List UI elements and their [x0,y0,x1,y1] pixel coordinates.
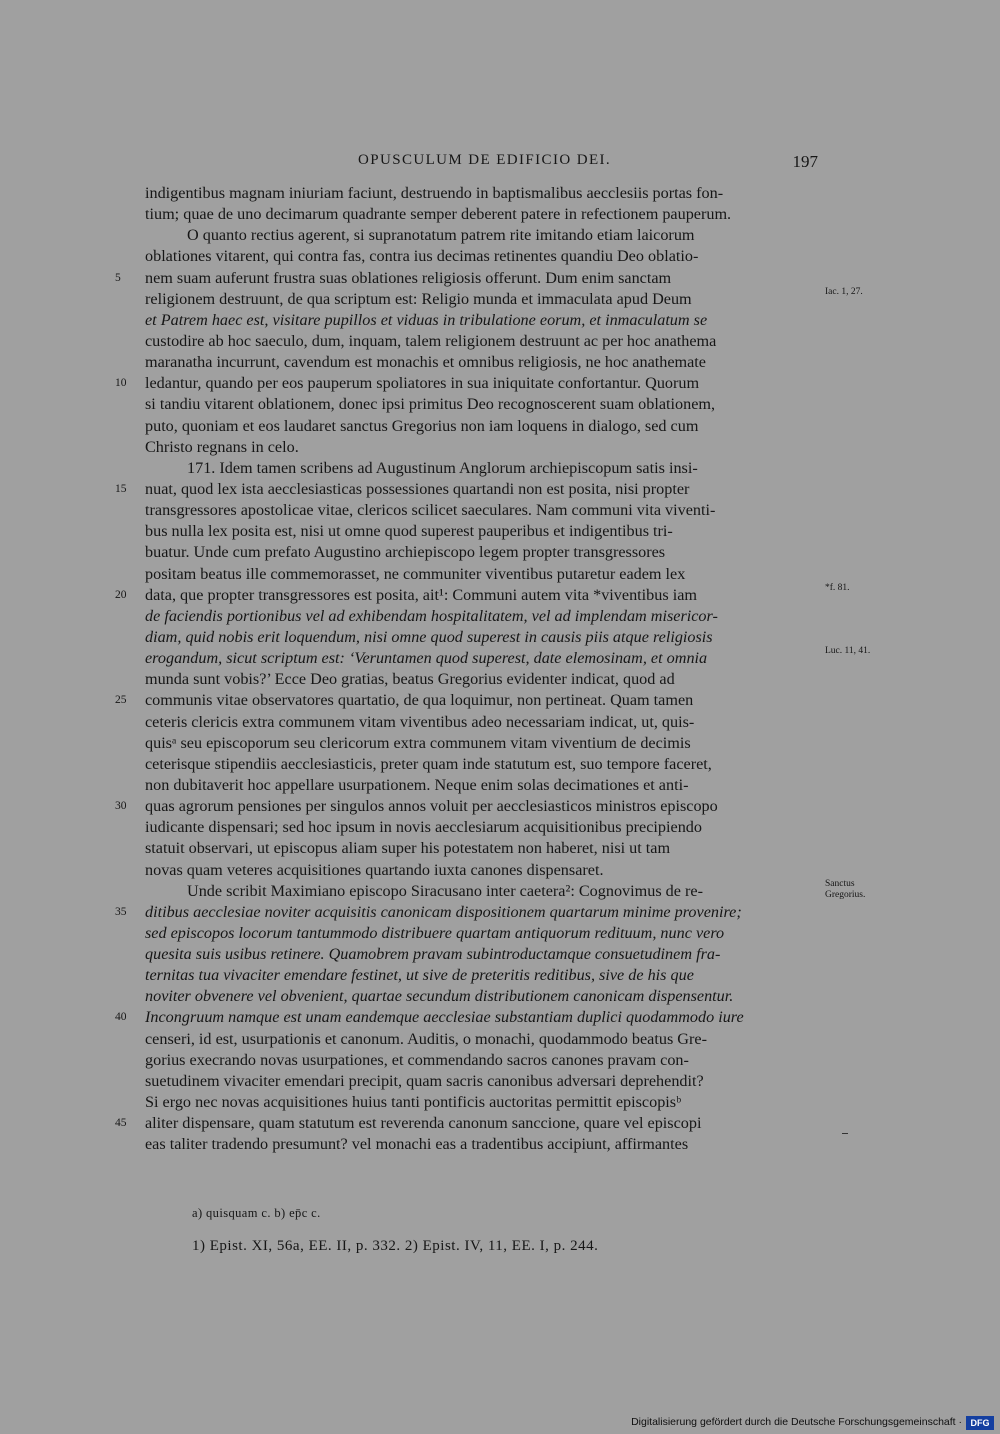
text-line [145,965,817,986]
text-line [145,500,817,521]
text-line [145,416,817,437]
text-line [145,1134,817,1155]
text-line [145,712,817,733]
line-number: 45 [115,1117,127,1130]
line-text: ceteris clericis extra communem vitam viventibus adeo necessariam indicat, ut, quis- [145,712,695,731]
line-text: custodire ab hoc saeculo, dum, inquam, talem religionem destruunt ac per hoc anathema [145,331,717,350]
line-text: non dubitaverit hoc appellare usurpationem. Neque enim solas decimationes et anti- [145,775,689,794]
line-number: 15 [115,482,127,495]
line-number: 25 [115,694,127,707]
text-line [145,860,817,881]
text-line [145,1050,817,1071]
line-text: statuit observari, ut episcopus aliam super his potestatem non haberet, nisi ut tam [145,839,671,858]
text-line [145,352,817,373]
line-text: suetudinem vivaciter emendari precipit, quam sacris canonibus adversari deprehendit? [145,1071,704,1090]
text-line [145,183,817,204]
text-line [115,582,850,606]
line-text: si tandiu vitarent oblationem, donec ipsi primitus Deo recognoscerent suam oblationem, [145,395,716,414]
text-line [115,1007,817,1028]
line-number: 20 [115,588,127,601]
line-text: novas quam veteres acquisitiones quartando iuxta canones dispensaret. [145,860,604,879]
line-text: diam, quid nobis erit loquendum, nisi omne quod superest in causis piis atque religiosis [145,627,713,646]
text-line [145,838,817,859]
text-line [145,986,817,1007]
text-line [145,204,817,225]
line-text: Si ergo nec novas acquisitiones huius tanti pontificis auctoritas permittit episcopisᵇ [145,1093,682,1112]
body-text [115,183,871,1155]
text-line [115,1113,817,1134]
line-text: sed episcopos locorum tantummodo distribuere quartam antiquorum redituum, nunc vero [145,923,725,942]
line-text: eas taliter tradendo presumunt? vel monachi eas a tradentibus accipiunt, affirmantes [145,1135,689,1154]
line-text: data, que propter transgressores est posita, ait¹: Communi autem vita *viventibus iam [145,585,697,604]
text-line [145,754,817,775]
line-text: bus nulla lex posita est, nisi ut omne quod superest pauperibus et indigentibus tri- [145,522,673,541]
line-text: ditibus aecclesiae noviter acquisitis canonicam dispositionem quartarum minime provenire; [145,902,742,921]
line-text: et Patrem haec est, visitare pupillos et viduas in tribulatione eorum, et inmaculatum se [145,310,708,329]
line-text: oblationes vitarent, qui contra fas, contra ius decimas retinentes quandiu Deo oblatio- [145,247,699,266]
text-line [115,902,817,923]
line-text: puto, quoniam et eos laudaret sanctus Gregorius non iam loquens in dialogo, sed cum [145,416,699,435]
line-number: 35 [115,905,127,918]
line-text: tium; quae de uno decimarum quadrante semper deberent patere in refectionem pauperum. [145,205,732,224]
margin-reference: *f. 81. [825,582,850,593]
text-line [145,733,817,754]
text-line [145,1092,817,1113]
line-number: 10 [115,377,127,390]
text-line [145,606,817,627]
line-number: 40 [115,1011,127,1024]
footnote-sources: 1) Epist. XI, 56a, EE. II, p. 332. 2) Epist. IV, 11, EE. I, p. 244. [192,1238,599,1254]
text-line [145,310,817,331]
line-text: communis vitae observatores quartatio, de qua loquimur, non pertineat. Quam tamen [145,691,694,710]
line-text: noviter obvenere vel obvenient, quartae secundum distributionem canonicam dispensentur. [145,987,734,1006]
text-line [145,437,817,458]
text-line [145,627,817,648]
text-line [145,923,817,944]
line-text: buatur. Unde cum prefato Augustino archiepiscopo legem propter transgressores [145,543,666,562]
line-text: ternitas tua vivaciter emendare festinet, ut sive de preteritis reditibus, sive de his que [145,966,694,985]
text-line [145,1071,817,1092]
line-text: indigentibus magnam iniuriam faciunt, destruendo in baptismalibus aecclesiis portas fon- [145,184,724,202]
margin-reference: Iac. 1, 27. [825,286,863,297]
text-line [145,225,817,246]
line-text: quesita suis usibus retinere. Quamobrem pravam subintroductamque consuetudinem fra- [145,945,721,964]
line-text: ceterisque stipendiis aecclesiasticis, preter quam inde statutum est, suo tempore faceret, [145,754,712,773]
line-text: nem suam auferunt frustra suas oblationes religiosis offerunt. Dum enim sanctam [145,268,672,287]
text-line [145,1029,817,1050]
line-text: religionem destruunt, de qua scriptum est: Religio munda et immaculata apud Deum [145,289,692,308]
line-number: 30 [115,800,127,813]
line-text: munda sunt vobis?’ Ecce Deo gratias, beatus Gregorius evidenter indicat, quod ad [145,670,675,689]
page-header [140,152,820,174]
text-line [145,817,817,838]
text-line [115,373,817,394]
margin-dash [842,1133,848,1134]
line-text: censeri, id est, usurpationis et canonum. Auditis, o monachi, quodammodo beatus Gre- [145,1029,707,1048]
margin-reference: Sanctus Gregorius. [825,878,866,900]
line-text: Unde scribit Maximiano episcopo Siracusano inter caetera²: Cognovimus de re- [187,881,703,900]
line-text: iudicante dispensari; sed hoc ipsum in novis aecclesiarum acquisitionibus precipiendo [145,818,702,837]
line-text: nuat, quod lex ista aecclesiasticas possessiones quartandi non est posita, nisi propter [145,479,690,498]
line-text: de faciendis portionibus vel ad exhibendam hospitalitatem, vel ad implendam misericor- [145,606,718,625]
line-text: O quanto rectius agerent, si supranotatum patrem rite imitando etiam laicorum [187,226,695,245]
text-line [145,458,817,479]
line-text: ledantur, quando per eos pauperum spoliatores in sua iniquitate confortantur. Quorum [145,374,700,393]
line-text: quisᵃ seu episcoporum seu clericorum extra communem vitam viventium de decimis [145,733,691,752]
line-text: Incongruum namque est unam eandemque aecclesiae substantiam duplici quodammodo iure [145,1008,744,1027]
line-number: 5 [115,271,121,284]
text-line [145,286,863,310]
line-text: 171. Idem tamen scribens ad Augustinum Anglorum archiepiscopum satis insi- [187,458,698,477]
line-text: gorius execrando novas usurpationes, et commendando sacros canones pravam con- [145,1050,689,1069]
line-text: quas agrorum pensiones per singulos annos voluit per aecclesiasticos ministros episcopo [145,797,718,816]
text-line [145,331,817,352]
line-text: maranatha incurrunt, cavendum est monachis et omnibus religiosis, ne hoc anathemate [145,353,706,372]
page-number: 197 [792,152,818,171]
line-text: Christo regnans in celo. [145,437,299,456]
line-text: aliter dispensare, quam statutum est reverenda canonum sanccione, quare vel episcopi [145,1114,702,1133]
text-line [145,542,817,563]
running-title: OPUSCULUM DE EDIFICIO DEI. [358,152,612,168]
line-text: transgressores apostolicae vitae, clericos scilicet saeculares. Nam communi vita viventi- [145,501,716,520]
line-text: positam beatus ille commemorasset, ne communiter viventibus putaretur eadem lex [145,564,686,583]
text-line [145,775,817,796]
text-line [115,690,817,711]
text-line [115,268,817,289]
dfg-logo: DFG [966,1416,994,1430]
text-line [115,479,817,500]
digitization-credit: Digitalisierung gefördert durch die Deutsche Forschungsgemeinschaft · [631,1416,962,1428]
text-line [115,796,817,817]
margin-reference: Luc. 11, 41. [825,646,871,657]
text-line [145,564,817,585]
line-text: erogandum, sicut scriptum est: ‘Veruntamen quod superest, date elemosinam, et omnia [145,649,708,668]
footnote-variants: a) quisquam c. b) ep̄c c. [192,1206,321,1220]
text-line [145,878,866,902]
text-line [145,646,871,669]
text-line [145,246,817,267]
text-line [145,669,817,690]
text-line [145,521,817,542]
text-line [145,394,817,415]
text-line [145,944,817,965]
